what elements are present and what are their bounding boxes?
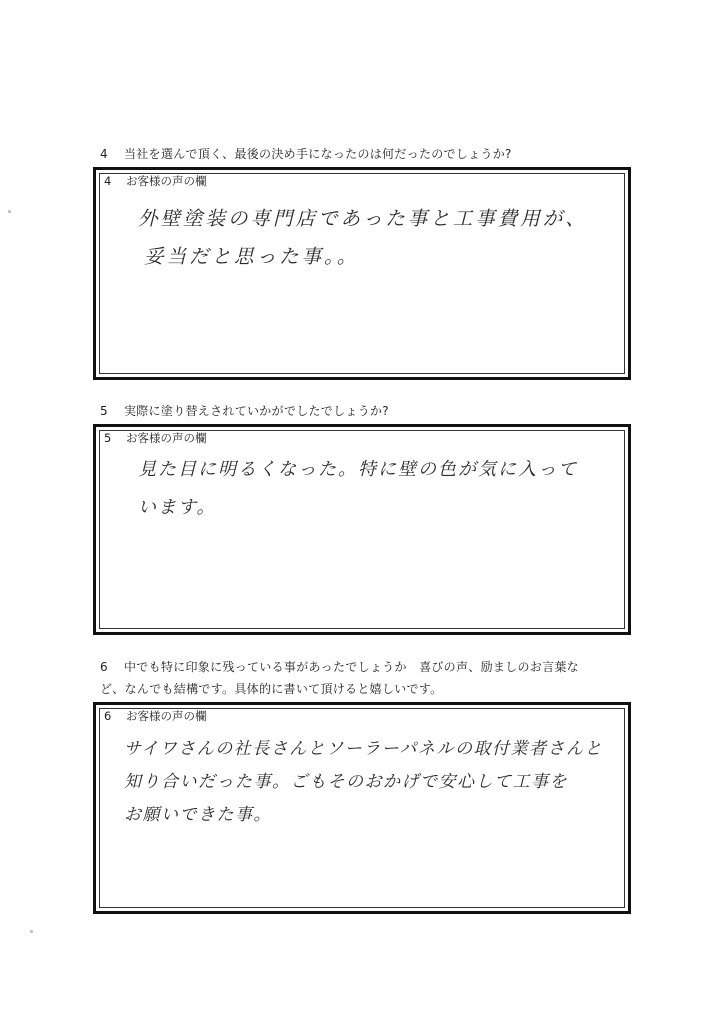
question-6-text-line-2: ど、なんでも結構です。具体的に書いて頂けると嬉しいです。 [100,682,443,696]
question-4-text: 当社を選んで頂く、最後の決め手になったのは何だったのでしょうか? [124,147,512,161]
scan-speck [8,210,11,213]
question-6-number: 6 [100,660,108,674]
question-4 [100,144,512,164]
answer-6-line-2: 知り合いだった事。ごもそのおかげで安心して工事を [124,772,568,792]
answer-box-4 [93,167,631,380]
answer-5-line-1: 見た目に明るくなった。特に壁の色が気に入って [138,459,578,480]
answer-6-handwriting [124,733,603,832]
answer-box-4-number: 4 [104,174,112,188]
answer-5-handwriting [138,451,578,527]
question-6 [100,657,579,677]
answer-4-line-1: 外壁塗装の専門店であった事と工事費用が、 [138,207,588,230]
question-5-text: 実際に塗り替えされていかがでしたでしょうか? [124,404,389,418]
question-5 [100,401,389,421]
question-6-text-line-1: 中でも特に印象に残っている事があったでしょうか 喜びの声、励ましのお言葉な [124,660,579,674]
answer-box-5-label [104,430,207,446]
answer-4-line-2: 妥当だと思った事。。 [144,245,360,268]
answer-box-6-number: 6 [104,709,112,723]
answer-box-5-title: お客様の声の欄 [126,431,207,445]
answer-4-handwriting [138,200,588,276]
question-6-continued [100,679,442,699]
answer-5-line-2: います。 [138,497,217,518]
question-4-number: 4 [100,147,108,161]
question-5-number: 5 [100,404,108,418]
answer-box-4-label [104,173,207,189]
answer-box-6-title: お客様の声の欄 [126,709,207,723]
answer-6-line-1: サイワさんの社長さんとソーラーパネルの取付業者さんと [124,739,603,759]
answer-box-4-title: お客様の声の欄 [126,174,207,188]
scan-speck [30,930,33,933]
answer-box-5 [93,424,631,635]
answer-box-6 [93,702,631,914]
answer-box-6-label [104,708,207,724]
answer-6-line-3: お願いできた事。 [124,805,272,825]
answer-box-5-number: 5 [104,431,112,445]
